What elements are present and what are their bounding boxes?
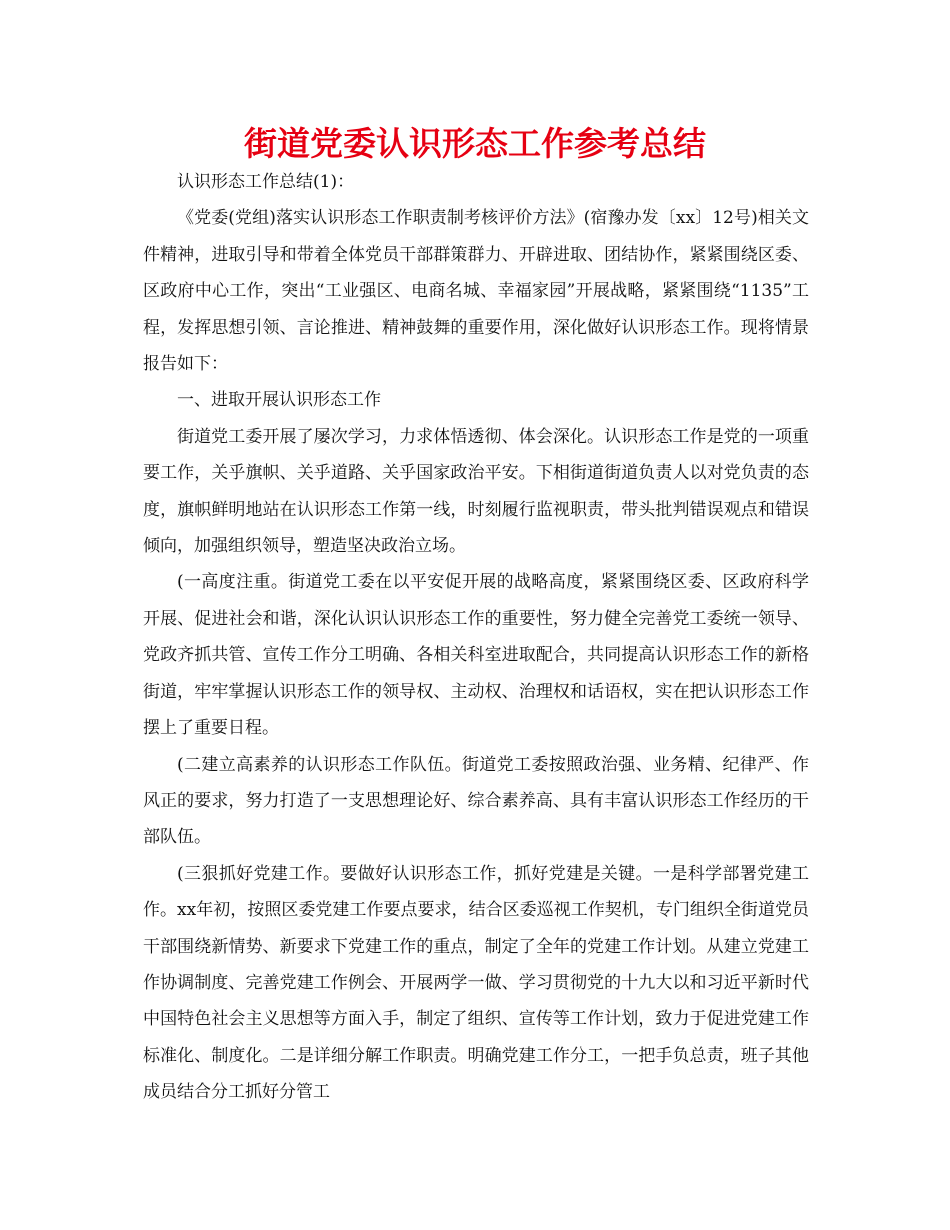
paragraph: 街道党工委开展了屡次学习，力求体悟透彻、体会深化。认识形态工作是党的一项重要工作，关乎旗帜、关乎道路、关乎国家政治平安。下相街道街道负责人以对党负责的态度，旗帜鲜明地站在认识形态工作第一线，时刻履行监视职责，带头批判错误观点和错误倾向，加强组织领导，塑造坚决政治立场。 (143, 426, 809, 557)
paragraph: (一高度注重。街道党工委在以平安促开展的战略高度，紧紧围绕区委、区政府科学开展、促进社会和谐，深化认识认识形态工作的重要性，努力健全完善党工委统一领导、党政齐抓共管、宣传工作分工明确、各相关科室进取配合，共同提高认识形态工作的新格街道，牢牢掌握认识形态工作的领导权、主动权、治理权和话语权，实在把认识形态工作摆上了重要日程。 (143, 572, 809, 739)
section-heading: 一、进取开展认识形态工作 (177, 390, 381, 411)
paragraph: 认识形态工作总结(1)： (177, 172, 355, 192)
document-title: 街道党委认识形态工作参考总结 (244, 124, 706, 163)
paragraph: (二建立高素养的认识形态工作队伍。街道党工委按照政治强、业务精、纪律严、作风正的要求，努力打造了一支思想理论好、综合素养高、具有丰富认识形态工作经历的干部队伍。 (143, 754, 809, 848)
paragraph: 《党委(党组)落实认识形态工作职责制考核评价方法》(宿豫办发〔xx〕12号)相关文件精神，进取引导和带着全体党员干部群策群力、开辟进取、团结协作，紧紧围绕区委、区政府中心工作，突出“工业强区、电商名城、幸福家园”开展战略，紧紧围绕“1135”工程，发挥思想引领、言论推进、精神鼓舞的重要作用，深化做好认识形态工作。现将情景报告如下： (143, 208, 809, 375)
document-body (143, 164, 809, 1111)
paragraph: (三狠抓好党建工作。要做好认识形态工作，抓好党建是关键。一是科学部署党建工作。xx年初，按照区委党建工作要点要求，结合区委巡视工作契机，专门组织全街道党员干部围绕新情势、新要求下党建工作的重点，制定了全年的党建工作计划。从建立党建工作协调制度、完善党建工作例会、开展两学一做、学习贯彻党的十九大以和习近平新时代中国特色社会主义思想等方面入手，制定了组织、宣传等工作计划，致力于促进党建工作标准化、制度化。二是详细分解工作职责。明确党建工作分工，一把手负总责，班子其他成员结合分工抓好分管工 (143, 863, 809, 1103)
